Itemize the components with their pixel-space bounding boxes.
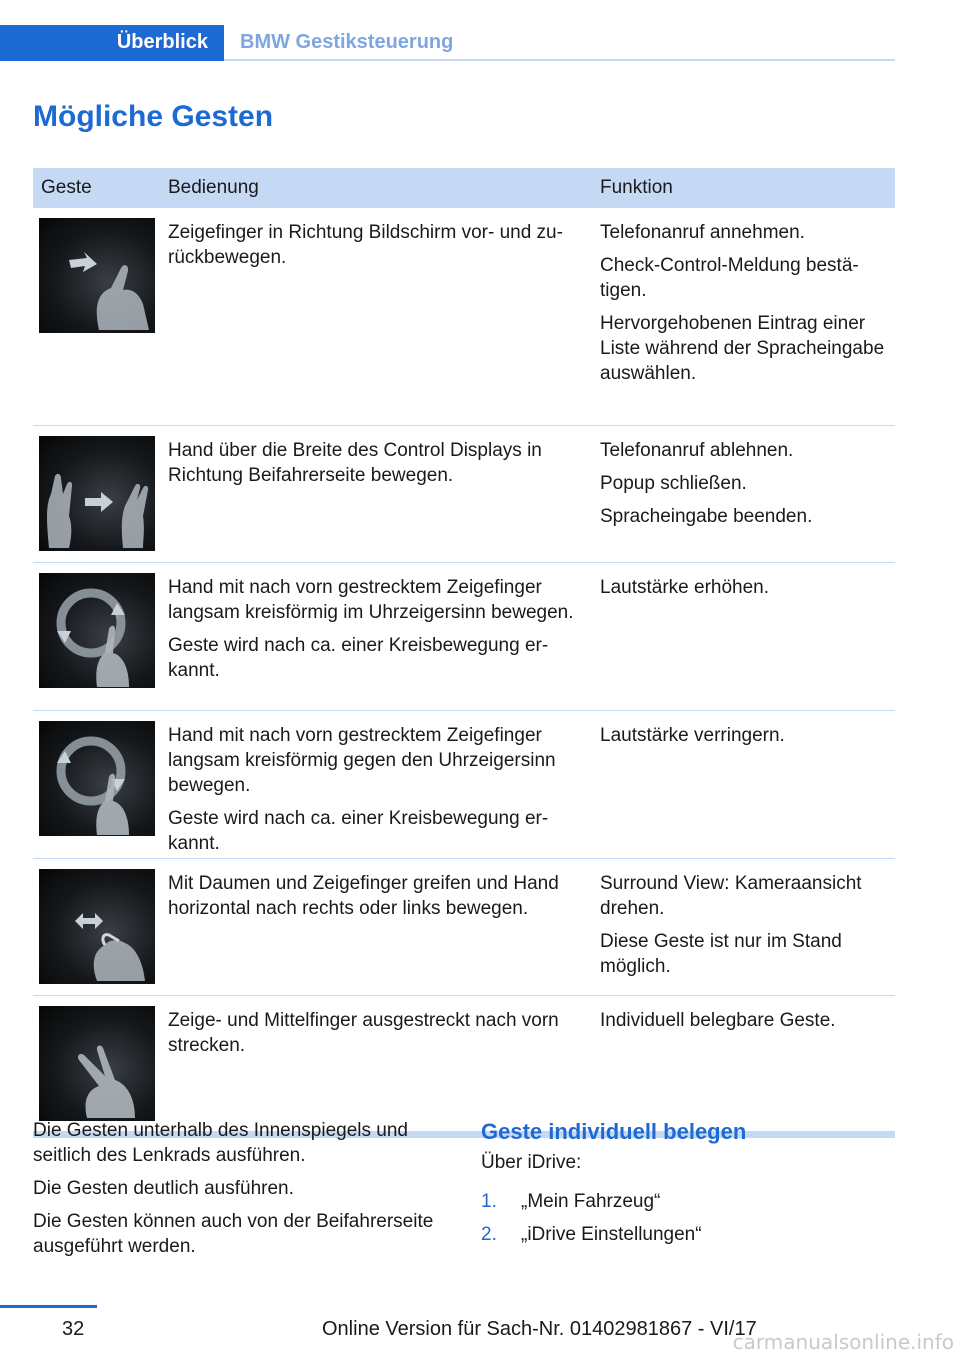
assign-gesture-column bbox=[481, 1118, 895, 1255]
step-item bbox=[481, 1189, 895, 1214]
table-row bbox=[33, 996, 895, 1132]
operation-cell bbox=[168, 859, 600, 995]
operation-cell bbox=[168, 996, 600, 1131]
gesture-cell bbox=[33, 711, 168, 858]
function-cell bbox=[600, 711, 895, 858]
operation-cell bbox=[168, 208, 600, 425]
gesture-cell bbox=[33, 208, 168, 425]
gesture-cell bbox=[33, 996, 168, 1131]
table-row bbox=[33, 563, 895, 711]
table-row bbox=[33, 859, 895, 996]
function-text: Telefonanruf ablehnen. bbox=[600, 440, 794, 461]
function-cell bbox=[600, 563, 895, 710]
instructions-column bbox=[33, 1118, 443, 1267]
two-finger-gesture-icon bbox=[39, 1006, 155, 1121]
operation-text: Hand mit nach vorn gestrecktem Zeigefinger langsam kreisförmig im Uhrzeigersinn bewegen. bbox=[168, 577, 574, 623]
step-item bbox=[481, 1222, 895, 1247]
circle-clockwise-gesture-icon bbox=[39, 573, 155, 688]
tab-overview-label: Überblick bbox=[116, 31, 208, 53]
function-text: Popup schließen. bbox=[600, 473, 747, 494]
function-cell bbox=[600, 208, 895, 425]
tab-gesture-control-label: BMW Gestiksteuerung bbox=[240, 31, 454, 53]
operation-text: Hand über die Breite des Control Displays in Richtung Beifahrerseite bewegen. bbox=[168, 440, 542, 486]
finger-forward-back-gesture-icon bbox=[39, 218, 155, 333]
function-text: Individuell belegbare Geste. bbox=[600, 1010, 836, 1031]
page-number: 32 bbox=[62, 1318, 85, 1340]
watermark: carmanualsonline.info bbox=[732, 1330, 954, 1354]
table-row bbox=[33, 711, 895, 859]
instruction-paragraph: Die Gesten deutlich ausführen. bbox=[33, 1178, 294, 1199]
operation-cell bbox=[168, 711, 600, 858]
operation-text: Geste wird nach ca. einer Kreisbewegung erkannt. bbox=[168, 635, 549, 681]
operation-cell bbox=[168, 563, 600, 710]
function-text: Lautstärke verringern. bbox=[600, 725, 785, 746]
assign-gesture-intro: Über iDrive: bbox=[481, 1152, 582, 1173]
step-text: „iDrive Einstellungen“ bbox=[521, 1224, 702, 1245]
function-text: Lautstärke erhöhen. bbox=[600, 577, 770, 598]
instruction-paragraph: Die Gesten können auch von der Beifahrerseite ausgeführt werden. bbox=[33, 1211, 434, 1257]
function-cell bbox=[600, 996, 895, 1131]
gesture-cell bbox=[33, 563, 168, 710]
section-title: Mögliche Gesten bbox=[33, 100, 274, 133]
table-header bbox=[33, 168, 895, 208]
tab-gesture-control[interactable] bbox=[240, 25, 453, 60]
function-cell bbox=[600, 426, 895, 562]
step-number: 1. bbox=[481, 1191, 497, 1212]
column-header-gesture: Geste bbox=[41, 177, 92, 198]
online-version-text: Online Version für Sach-Nr. 01402981867 - VI/17 bbox=[322, 1318, 757, 1340]
table-body bbox=[33, 208, 895, 1132]
gesture-table bbox=[33, 168, 895, 1138]
header-divider bbox=[224, 59, 895, 61]
function-text: Hervorgehobenen Eintrag einer Liste während der Spracheingabe auswählen. bbox=[600, 313, 885, 384]
gesture-cell bbox=[33, 859, 168, 995]
gesture-cell bbox=[33, 426, 168, 562]
table-row bbox=[33, 426, 895, 563]
operation-text: Mit Daumen und Zeigefinger greifen und Hand horizontal nach rechts oder links bewegen. bbox=[168, 873, 559, 919]
operation-text: Zeige- und Mittelfinger ausgestreckt nach vorn strecken. bbox=[168, 1010, 559, 1056]
step-number: 2. bbox=[481, 1224, 497, 1245]
operation-text: Zeigefinger in Richtung Bildschirm vor- und zurückbewegen. bbox=[168, 222, 563, 268]
tab-active-underline bbox=[0, 59, 224, 61]
operation-cell bbox=[168, 426, 600, 562]
operation-text: Geste wird nach ca. einer Kreisbewegung erkannt. bbox=[168, 808, 549, 854]
table-row bbox=[33, 208, 895, 426]
function-text: Spracheingabe beenden. bbox=[600, 506, 813, 527]
function-text: Surround View: Kameraansicht drehen. bbox=[600, 873, 862, 919]
step-text: „Mein Fahrzeug“ bbox=[521, 1191, 661, 1212]
footer-accent-line bbox=[0, 1305, 97, 1308]
function-text: Diese Geste ist nur im Stand möglich. bbox=[600, 931, 842, 977]
tab-overview[interactable] bbox=[0, 25, 224, 60]
operation-text: Hand mit nach vorn gestrecktem Zeigefinger langsam kreisförmig gegen den Uhrzeigersinn bewegen. bbox=[168, 725, 556, 796]
circle-counterclockwise-gesture-icon bbox=[39, 721, 155, 836]
assign-gesture-heading: Geste individuell belegen bbox=[481, 1119, 747, 1144]
chapter-header bbox=[0, 25, 895, 63]
pinch-rotate-gesture-icon bbox=[39, 869, 155, 984]
hand-swipe-gesture-icon bbox=[39, 436, 155, 551]
function-cell bbox=[600, 859, 895, 995]
column-header-function: Funktion bbox=[600, 177, 673, 198]
function-text: Check-Control-Meldung bestätigen. bbox=[600, 255, 859, 301]
function-text: Telefonanruf annehmen. bbox=[600, 222, 805, 243]
column-header-operation: Bedienung bbox=[168, 177, 259, 198]
instruction-paragraph: Die Gesten unterhalb des Innenspiegels und seitlich des Lenkrads ausführen. bbox=[33, 1120, 408, 1166]
